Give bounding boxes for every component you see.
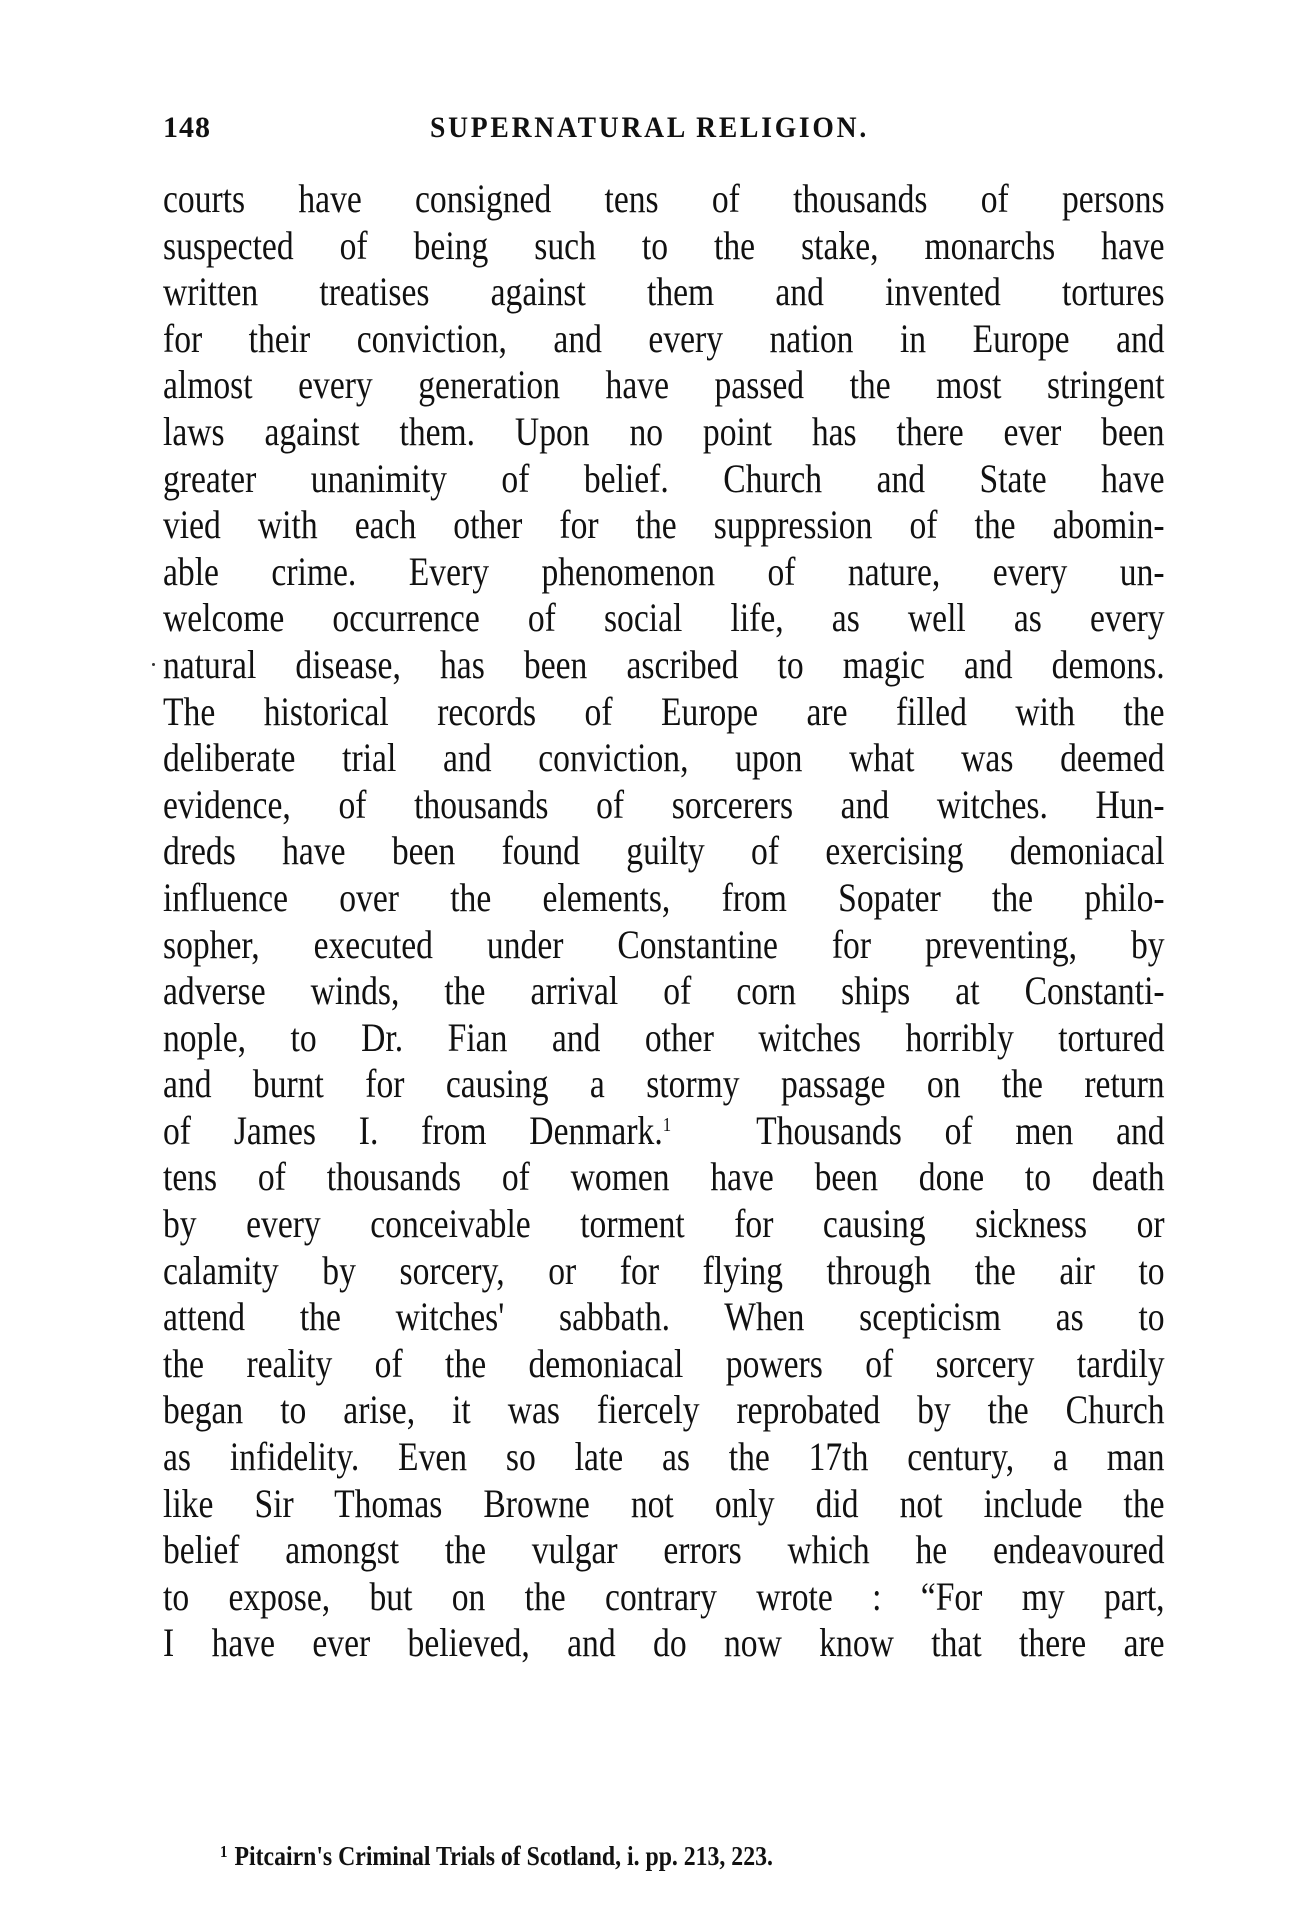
text-line: the reality of the demoniacal powers of sorcery tardily [163, 1340, 1165, 1386]
text-line: suspected of being such to the stake, monarchs have [163, 222, 1165, 268]
running-title: SUPERNATURAL RELIGION. [430, 111, 870, 144]
text-line-with-footnote-ref [163, 1108, 1165, 1155]
footnote-reference[interactable]: 1 [662, 1113, 672, 1136]
text-line: written treatises against them and invented tortures [163, 269, 1165, 315]
text-segment: Thousands of men and [671, 1107, 1165, 1153]
text-line: nople, to Dr. Fian and other witches horribly tortured [163, 1014, 1165, 1060]
footnote [220, 1836, 1012, 1876]
text-line: natural disease, has been ascribed to magic and demons. [163, 641, 1165, 687]
text-line: tens of thousands of women have been done to death [163, 1154, 1165, 1200]
text-line: laws against them. Upon no point has there ever been [163, 408, 1165, 454]
text-line: greater unanimity of belief. Church and State have [163, 455, 1165, 501]
text-line: to expose, but on the contrary wrote : “For my part, [163, 1573, 1165, 1619]
margin-speck [152, 663, 155, 666]
text-line: adverse winds, the arrival of corn ships at Constanti- [163, 968, 1165, 1014]
text-line: courts have consigned tens of thousands of persons [163, 176, 1165, 221]
text-line: dreds have been found guilty of exercising demoniacal [163, 828, 1165, 874]
text-line: The historical records of Europe are filled with the [163, 688, 1165, 734]
text-line: for their conviction, and every nation in Europe and [163, 315, 1165, 361]
text-line: like Sir Thomas Browne not only did not include the [163, 1480, 1165, 1526]
text-line: almost every generation have passed the most stringent [163, 362, 1165, 408]
body-text [163, 176, 1165, 1667]
text-line: as infidelity. Even so late as the 17th century, a man [163, 1434, 1165, 1480]
text-line: calamity by sorcery, or for flying through the air to [163, 1247, 1165, 1293]
text-line: able crime. Every phenomenon of nature, every un- [163, 548, 1165, 594]
footnote-text: Pitcairn's Criminal Trials of Scotland, i. pp. 213, 223. [234, 1841, 773, 1871]
text-line: welcome occurrence of social life, as well as every [163, 595, 1165, 641]
text-line: deliberate trial and conviction, upon what was deemed [163, 735, 1165, 781]
page-number: 148 [163, 111, 211, 144]
text-line: vied with each other for the suppression of the abomin- [163, 502, 1165, 548]
text-line: evidence, of thousands of sorcerers and witches. Hun- [163, 781, 1165, 827]
text-line: I have ever believed, and do now know that there are [163, 1620, 1165, 1666]
text-line: by every conceivable torment for causing sickness or [163, 1201, 1165, 1247]
text-line: began to arise, it was fiercely reprobated by the Church [163, 1387, 1165, 1433]
text-line: belief amongst the vulgar errors which he endeavoured [163, 1527, 1165, 1573]
text-line: and burnt for causing a stormy passage on the return [163, 1061, 1165, 1107]
text-line: sopher, executed under Constantine for preventing, by [163, 921, 1165, 967]
text-line: attend the witches' sabbath. When scepticism as to [163, 1294, 1165, 1340]
text-line: influence over the elements, from Sopater the philo- [163, 874, 1165, 920]
text-segment: of James I. from Denmark. [163, 1107, 663, 1153]
running-head [163, 106, 1165, 150]
footnote-marker: 1 [220, 1842, 228, 1861]
